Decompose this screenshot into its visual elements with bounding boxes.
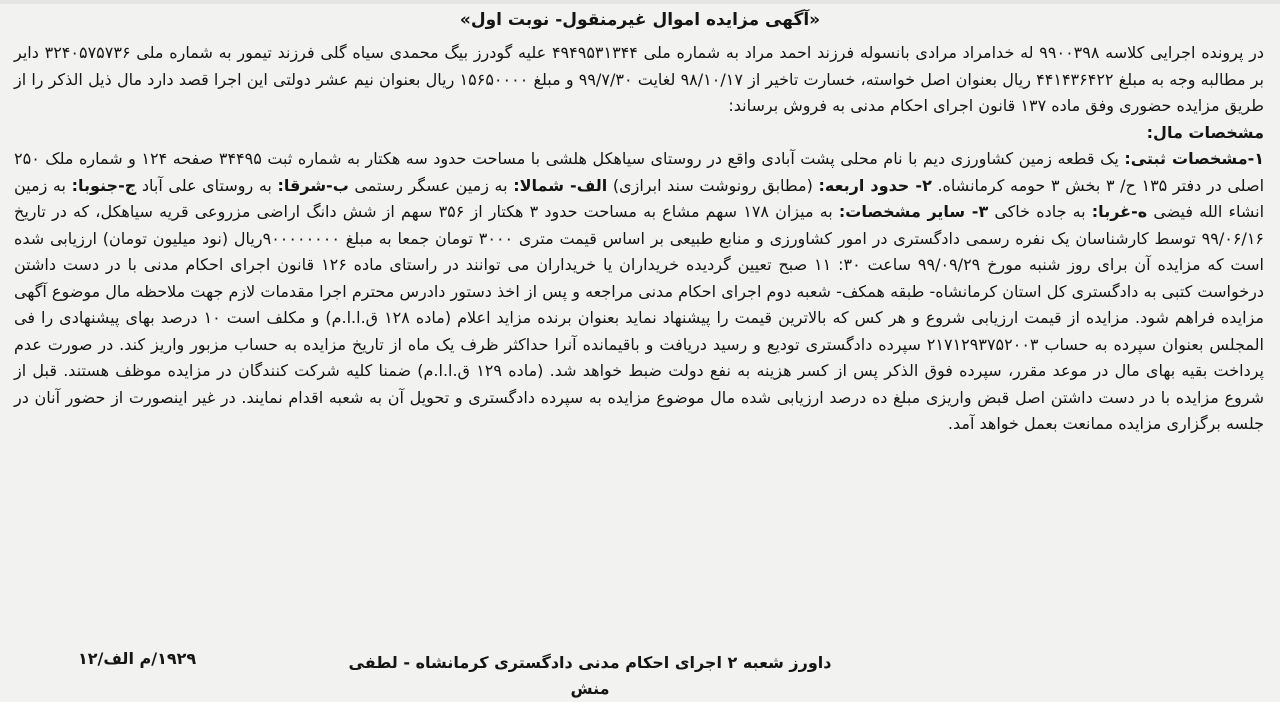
north-label: الف- شمالا: bbox=[513, 175, 608, 195]
item-text: یک قطعه زمین کشاورزی دیم با نام محلی پشت آبادی واقع در روستای سیاهکل هلشی با مساحت حدود سه هکتار به شماره ثبت ۳۴۴۹۵ صفحه ۱۲۴ و شماره ملک ۲۵۰ اصلی در دفتر ۱۳۵ ح/ ۳ بخش ۳ حومه کرمانشاه. bbox=[14, 149, 1265, 195]
item-label: ۱-مشخصات ثبتی: bbox=[1124, 149, 1265, 168]
specs-header-line bbox=[14, 120, 1264, 147]
boundaries-label: ۲- حدود اربعه: bbox=[818, 175, 932, 195]
east-text: به روستای علی آباد bbox=[141, 175, 272, 195]
intro-text: در پرونده اجرایی کلاسه ۹۹۰۰۳۹۸ له خدامراد مرادی بانسوله فرزند احمد مراد به شماره ملی ۴۹۴۹۵۳۱۳۴۴ علیه گودرز بیگ محمدی سیاه گلی فرزند تیمور به شماره ملی ۳۲۴۰۵۷۵۷۳۶ دایر بر مطالبه وجه به مبلغ ۴۴۱۴۳۶۴۲۲ ریال بعنوان اصل خواسته، خسارت تاخیر از ۹۸/۱۰/۱۷ لغایت ۹۹/۷/۳۰ و مبلغ ۱۵۶۵۰۰۰۰ ریال بعنوان نیم عشر دولتی این اجرا قصد دارد مال ذیل الذکر را از طریق مزایده حضوری وفق ماده ۱۳۷ قانون اجرای احکام مدنی به فروش برساند: bbox=[14, 43, 1265, 115]
other-specs-text: به میزان ۱۷۸ سهم مشاع به مساحت حدود ۳ هکتار از ۳۵۶ سهم از شش دانگ اراضی مزروعی قریه سیاهکل، که در تاریخ ۹۹/۰۶/۱۶ توسط کارشناسان یک نفره رسمی دادگستری در امور کشاورزی و منابع طبیعی بر اساس قیمت متری ۳۰۰۰ تومان جمعا به مبلغ ۹۰۰۰۰۰۰۰۰ریال (نود میلیون تومان) ارزیابی شده است که مزایده آن برای روز شنبه مورخ ۹۹/۰۹/۲۹ ساعت ۳۰: ۱۱ صبح تعیین گردیده خریداران یا خریداران می توانند در راستای ماده ۱۲۶ قانون اجرای احکام مدنی با در دست داشتن درخواست کتبی به دادگستری کل استان کرمانشاه- طبقه همکف- شعبه دوم اجرای احکام مدنی مراجعه و پس از اخذ دستور دادرس محترم اجرا مقدمات لازم جهت ملاحظه مال موضوع آگهی مزایده فراهم شود. مزایده از قیمت ارزیابی شروع و هر کس که بالاترین قیمت را پیشنهاد نماید بعنوان برنده مزاید اعلام (ماده ۱۲۸ ق.ا.ا.م) و مکلف است ۱۰ درصد بهای پیشنهادی را فی المجلس بعنوان سپرده به حساب ۲۱۷۱۲۹۳۷۵۲۰۰۳ سپرده دادگستری تودیع و رسید دریافت و باقیمانده آنرا حداکثر ظرف یک ماه از تاریخ مزایده به حساب مزبور واریز کند. در صورت عدم پرداخت بقیه بهای مال در موعد مقرر، سپرده فوق الذکر پس از کسر هزینه به نفع دولت ضبط خواهد شد. (ماده ۱۲۹ ق.ا.ا.م) ضمنا کلیه شرکت کنندگان در مزایده موظف هستند. قبل از شروع مزایده با در دست داشتن اصل قبض واریزی مبلغ ده درصد ارزیابی شده مال موضوع مزایده به سپرده دادگستری و تحویل آن به شعبه اقدام نمایند. در غیر اینصورت از حضور آنان در جلسه برگزاری مزایده ممانعت بعمل خواهد آمد. bbox=[14, 202, 1265, 433]
boundaries-text: (مطابق رونوشت سند ابرازی) bbox=[612, 175, 813, 195]
specs-header: مشخصات مال: bbox=[1146, 122, 1264, 142]
reference-code: ۱۹۲۹/م الف/۱۲ bbox=[78, 649, 197, 668]
south-text: به زمین انشاء الله فیضی bbox=[14, 175, 1265, 221]
south-label: ج-جنوبا: bbox=[71, 175, 137, 195]
west-label: ه-غربا: bbox=[1091, 202, 1148, 221]
top-edge-strip bbox=[0, 0, 1280, 4]
intro-paragraph bbox=[14, 40, 1264, 120]
specs-paragraph bbox=[14, 146, 1264, 438]
west-text: به جاده خاکی bbox=[994, 202, 1086, 221]
east-label: ب-شرقا: bbox=[277, 175, 349, 195]
notice-body bbox=[14, 40, 1264, 438]
signature-line: داورز شعبه ۲ اجرای احکام مدنی دادگستری کرمانشاه - لطفی منش bbox=[348, 653, 832, 698]
north-text: به زمین عسگر رستمی bbox=[354, 175, 508, 195]
other-specs-label: ۳- سایر مشخصات: bbox=[838, 202, 989, 221]
notice-title: «آگهی مزایده اموال غیرمنقول- نوبت اول» bbox=[459, 10, 821, 30]
